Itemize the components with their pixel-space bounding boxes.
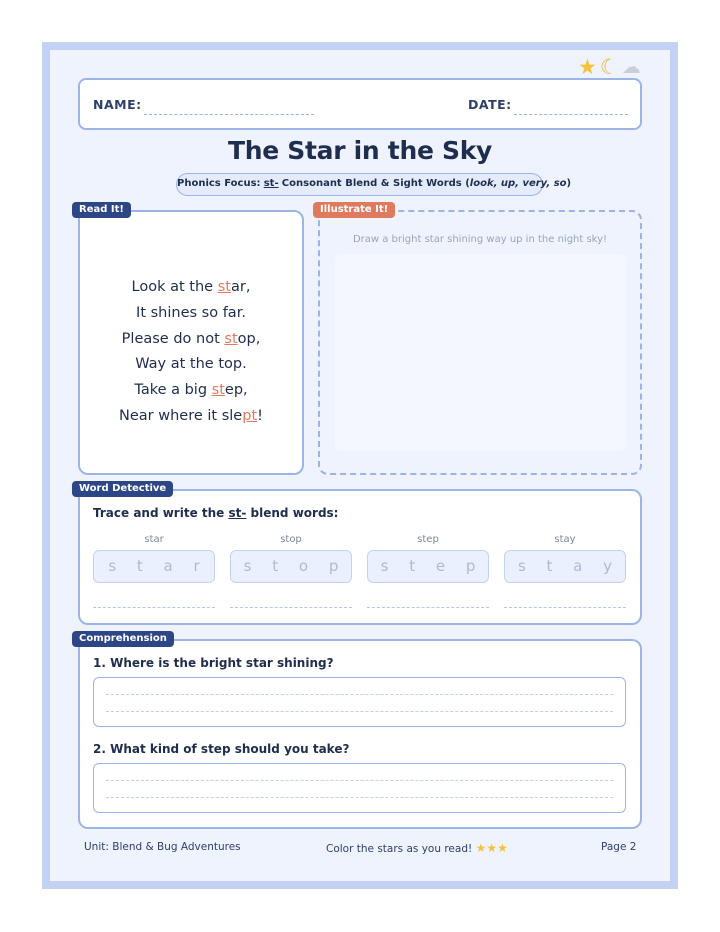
poem-line: Way at the top. bbox=[135, 356, 247, 373]
trace-word-stop bbox=[230, 530, 352, 608]
trace-box[interactable]: s t e p bbox=[367, 550, 489, 583]
write-line[interactable] bbox=[504, 607, 626, 608]
trace-box[interactable]: s t o p bbox=[230, 550, 352, 583]
comprehension-tag: Comprehension bbox=[72, 631, 174, 647]
poem-line: Please do not stop, bbox=[121, 330, 261, 347]
phonics-blend: st- bbox=[263, 178, 279, 189]
star-icon: ★ bbox=[578, 54, 597, 79]
phonics-close: ) bbox=[566, 178, 572, 189]
word-detective-instructions: Trace and write the st- blend words: bbox=[93, 506, 339, 520]
trace-box[interactable]: s t a y bbox=[504, 550, 626, 583]
poem bbox=[78, 275, 304, 430]
trace-word-star bbox=[93, 530, 215, 608]
footer-color-stars: Color the stars as you read! ★★★ bbox=[326, 841, 508, 855]
poem-line: Look at the star, bbox=[131, 279, 251, 295]
footer-page-number: Page 2 bbox=[601, 841, 637, 853]
answer-box-2[interactable] bbox=[93, 763, 626, 813]
drawing-area[interactable] bbox=[335, 254, 626, 451]
date-label: DATE: bbox=[468, 97, 512, 112]
write-line[interactable] bbox=[93, 607, 215, 608]
write-line[interactable] bbox=[230, 607, 352, 608]
trace-box[interactable]: s t a r bbox=[93, 550, 215, 583]
phonics-focus-badge bbox=[176, 173, 572, 196]
date-line[interactable] bbox=[514, 114, 628, 115]
name-label: NAME: bbox=[93, 97, 142, 112]
read-it-tag: Read It! bbox=[72, 202, 131, 218]
trace-word-label: star bbox=[144, 534, 164, 545]
star-icon[interactable]: ★ bbox=[475, 841, 487, 855]
trace-word-label: stay bbox=[554, 534, 576, 545]
answer-line bbox=[106, 797, 613, 798]
sky-decoration bbox=[578, 54, 641, 80]
phonics-desc: Consonant Blend & Sight Words ( bbox=[281, 178, 470, 189]
poem-line: It shines so far. bbox=[136, 304, 246, 321]
illustrate-it-tag: Illustrate It! bbox=[313, 202, 395, 218]
word-detective-tag: Word Detective bbox=[72, 481, 173, 497]
answer-line bbox=[106, 711, 613, 712]
footer-unit: Unit: Blend & Bug Adventures bbox=[84, 841, 241, 853]
answer-box-1[interactable] bbox=[93, 677, 626, 727]
trace-word-stay bbox=[504, 530, 626, 608]
trace-word-label: step bbox=[417, 534, 439, 545]
phonics-prefix: Phonics Focus: bbox=[177, 178, 261, 189]
illustrate-prompt: Draw a bright star shining way up in the night sky! bbox=[352, 234, 608, 245]
answer-line bbox=[106, 694, 613, 695]
phonics-sight-words: look, up, very, so bbox=[469, 178, 567, 189]
name-date-box bbox=[78, 78, 642, 130]
star-icon[interactable]: ★ bbox=[497, 841, 508, 855]
page-title: The Star in the Sky bbox=[227, 136, 493, 165]
poem-line: Take a big step, bbox=[134, 382, 248, 399]
trace-word-step bbox=[367, 530, 489, 608]
question-1: 1. Where is the bright star shining? bbox=[93, 656, 334, 670]
poem-line: Near where it slept! bbox=[119, 407, 263, 424]
cloud-icon: ☁ bbox=[621, 55, 641, 78]
moon-icon: ☾ bbox=[599, 54, 619, 79]
answer-line bbox=[106, 780, 613, 781]
name-line[interactable] bbox=[144, 114, 314, 115]
question-2: 2. What kind of step should you take? bbox=[93, 742, 350, 756]
write-line[interactable] bbox=[367, 607, 489, 608]
trace-word-label: stop bbox=[280, 534, 302, 545]
star-icon[interactable]: ★ bbox=[486, 841, 498, 855]
